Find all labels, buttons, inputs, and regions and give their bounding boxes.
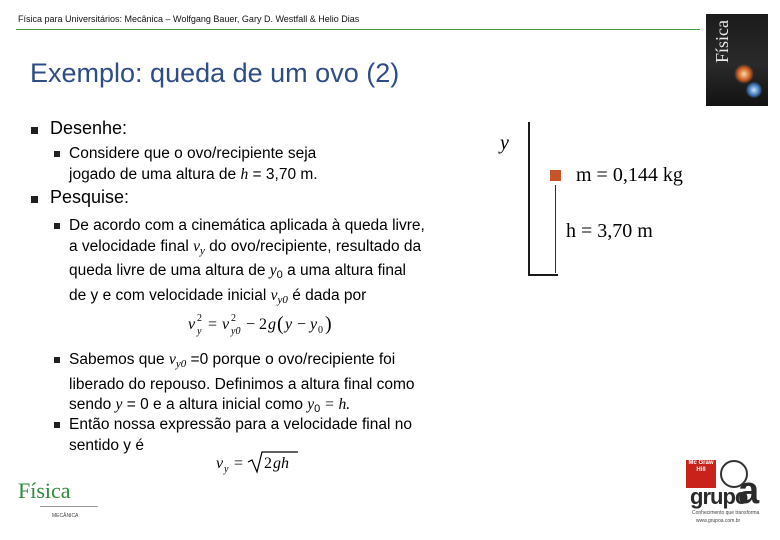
slide-title: Exemplo: queda de um ovo (2) — [30, 58, 400, 88]
mcgraw-hill-text: Mc Graw Hill — [688, 460, 714, 473]
eq1-text: g — [268, 316, 276, 333]
text-run: jogado de uma altura de — [69, 165, 241, 183]
equation-velocity-squared — [186, 308, 366, 338]
header-divider — [16, 29, 700, 30]
math-subscript: 0 — [314, 403, 321, 415]
book-credit: Física para Universitários: Mecânica – Wolfgang Bauer, Gary D. Westfall & Helio Dias — [18, 14, 360, 24]
text-line: liberado do repouso. Definimos a altura final como — [69, 375, 415, 393]
eq1-text: − 2 — [246, 316, 268, 333]
text-run: = 3,70 m. — [248, 165, 318, 183]
egg-container-marker — [550, 170, 561, 181]
eq2-text: 2 — [264, 455, 272, 472]
figure-height-label: h = 3,70 m — [566, 220, 653, 242]
text-line — [69, 261, 425, 286]
math-var: y — [307, 396, 315, 413]
bullet-desenhe: Desenhe: — [50, 118, 128, 138]
text-line — [69, 165, 318, 186]
figure-ground-line — [528, 274, 558, 276]
eq1-text: y — [285, 316, 293, 333]
math-subscript: 0 — [276, 269, 283, 281]
text-line: Considere que o ovo/recipiente seja — [69, 145, 317, 162]
eq2-text: y — [224, 464, 229, 475]
eq2-text: gh — [273, 455, 289, 472]
footer-fisica-logo: Física — [18, 478, 71, 503]
bullet-considere — [69, 144, 318, 185]
eq1-text: 2 — [231, 313, 236, 324]
text-line — [69, 286, 425, 311]
equation-final-velocity — [214, 448, 304, 476]
math-subscript: y0 — [277, 293, 288, 306]
eq1-text: y — [197, 326, 202, 337]
eq1-text: y0 — [231, 326, 241, 337]
text-run: sendo — [69, 396, 116, 413]
math-subscript: y — [199, 244, 205, 257]
book-cover-image — [706, 14, 768, 106]
bullet-pesquise: Pesquise: — [50, 187, 130, 207]
math-var: v — [168, 351, 176, 368]
eq1-text: 0 — [318, 325, 323, 336]
footer-logo-divider — [40, 506, 98, 507]
eq1-text: v — [188, 316, 196, 333]
eq1-text: v — [222, 316, 230, 333]
publisher-website: www.grupoa.com.br — [696, 518, 741, 524]
math-var: = h. — [320, 396, 351, 413]
cover-glow-blue — [746, 82, 762, 98]
bullet-square-icon — [54, 151, 60, 157]
bullet-square-icon — [54, 422, 60, 428]
figure-y-axis-label: y — [500, 132, 509, 154]
figure-y-axis — [528, 122, 530, 276]
eq1-text: 2 — [197, 313, 202, 324]
eq2-text: = — [234, 455, 244, 472]
eq1-text: = — [208, 316, 218, 333]
bullet-square-icon — [31, 127, 38, 134]
text-run: a uma altura final — [282, 262, 407, 279]
bullet-cinematica — [69, 216, 425, 310]
grupo-a-logo-letter: a — [738, 470, 760, 512]
publisher-tagline: Conhecimento que transforma — [692, 510, 760, 516]
eq1-text: − — [297, 316, 307, 333]
eq2-text: v — [216, 455, 224, 472]
text-line — [69, 350, 415, 375]
text-line: De acordo com a cinemática aplicada à queda livre, — [69, 217, 425, 234]
grupo-a-logo-text: grupo — [690, 484, 748, 509]
text-run: queda livre de uma altura de — [69, 262, 270, 279]
bullet-square-icon — [54, 223, 60, 229]
book-cover-title: Física — [712, 20, 732, 63]
eq1-text: ( — [277, 313, 284, 335]
text-line: sentido y é — [69, 436, 144, 454]
footer-logo-subtitle: MECÂNICA — [52, 513, 79, 519]
math-var: y — [115, 396, 123, 413]
text-run: Sabemos que — [69, 351, 169, 368]
math-var: y — [269, 262, 277, 279]
text-line: Então nossa expressão para a velocidade final no — [69, 416, 412, 433]
math-var: v — [270, 286, 278, 304]
eq1-text: y — [310, 316, 318, 333]
eq1-text: ) — [325, 313, 332, 335]
figure-mass-label: m = 0,144 kg — [576, 164, 683, 186]
bullet-square-icon — [31, 196, 38, 203]
text-run: a velocidade final — [69, 237, 194, 255]
text-run: = 0 e a altura inicial como — [122, 396, 308, 413]
text-run: de y e com velocidade inicial — [69, 286, 271, 304]
text-line — [69, 237, 425, 262]
bullet-square-icon — [54, 357, 60, 363]
text-run: do ovo/recipiente, resultado da — [204, 237, 422, 255]
math-var: v — [193, 237, 200, 255]
height-indicator-line — [555, 185, 556, 273]
text-run: é dada por — [287, 286, 367, 304]
cover-glow-orange — [734, 64, 754, 84]
bullet-sabemos — [69, 350, 415, 420]
math-subscript: y0 — [175, 358, 187, 370]
math-var: h — [240, 165, 249, 183]
text-run: =0 porque o ovo/recipiente foi — [186, 351, 396, 368]
